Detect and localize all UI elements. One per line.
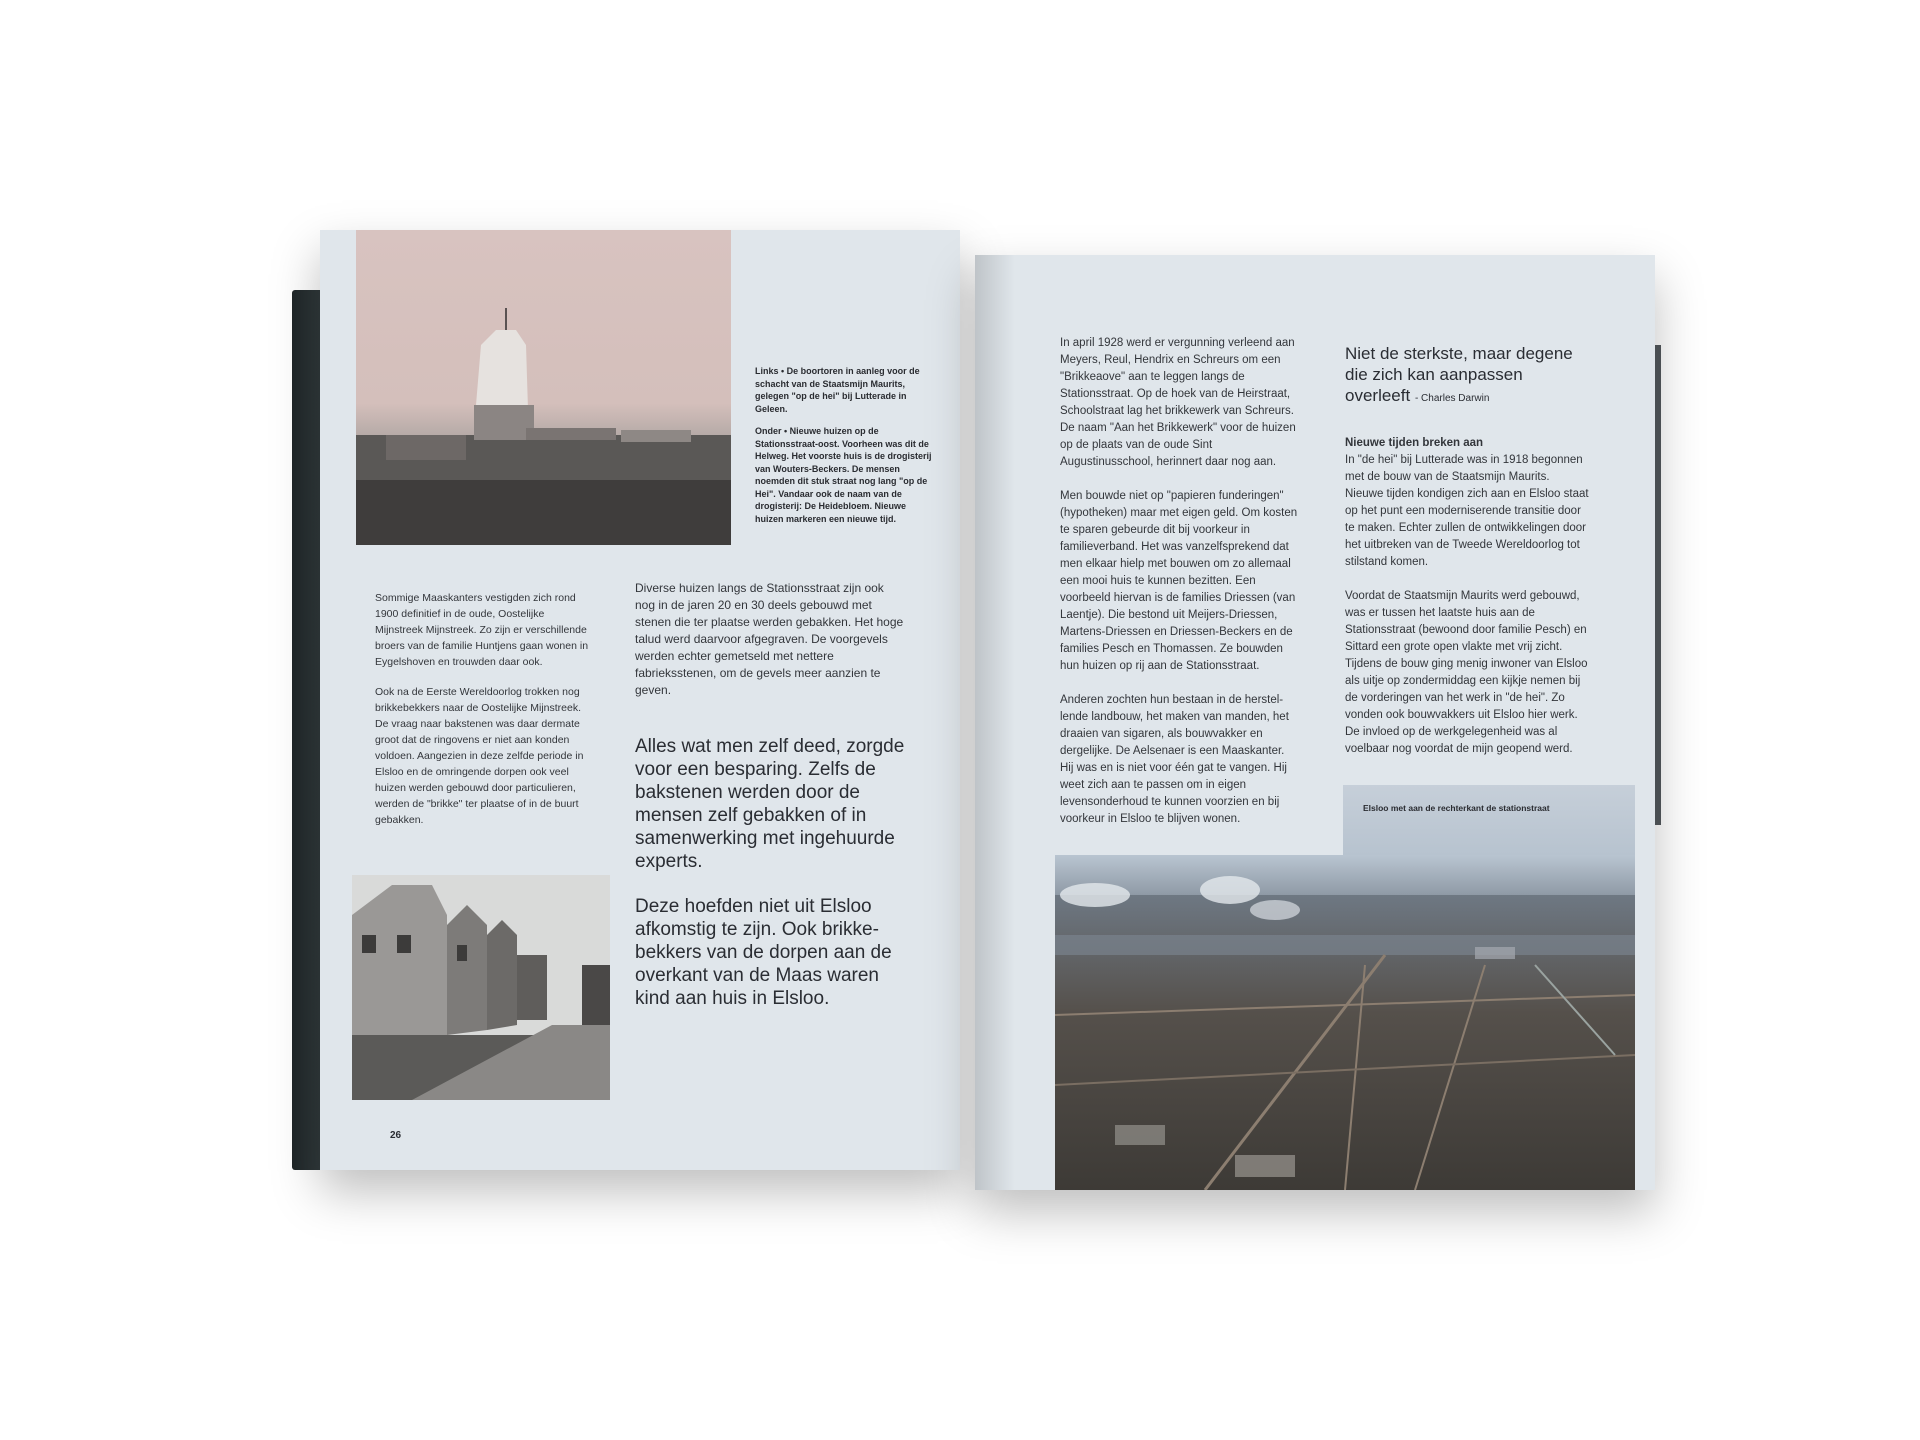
right-col1-p2: Men bouwde niet op "papieren funderingen" (hypotheken) maar met eigen geld. Om kosten te sparen gebeurde dit bij voorkeur in familieverband. Het was vanzelfsprekend dat men elkaar hielp met bouwen om zo allemaal een mooi huis te kunnen bezitten. Een voorbeeld hiervan is de families Driessen (van Laentje). Die bestond uit Meijers-Driessen, Martens-Driessen en Driessen-Beckers en de families Pesch en Thomassen. Ze bouwden hun huizen op rij aan de Stationsstraat. bbox=[1060, 490, 1298, 672]
right-col2-p2: Voordat de Staatsmijn Maurits werd gebouwd, was er tussen het laatste huis aan de Stationsstraat (bewoond door familie Pesch) en Sittard een grote open vlakte met vrij zicht. Tijdens de bouw ging menig inwoner van Elsloo als uitje op zondermiddag een kijkje nemen bij de vorderingen van het werk in "de hei". Zo vonden ook bouwvakkers uit Elsloo hier werk. De invloed op de werkgelegenheid was al voelbaar nog voordat de mijn geopend werd. bbox=[1345, 590, 1588, 755]
left-col-2 bbox=[635, 580, 905, 713]
right-page bbox=[975, 255, 1655, 1190]
left-big-p1: Alles wat men zelf deed, zorgde voor een besparing. Zelfs de bakstenen werden door de mensen zelf gebakken of in samenwerking met ingehuurde experts. bbox=[635, 736, 905, 872]
right-col1-p1: In april 1928 werd er vergunning verleend aan Meyers, Reul, Hendrix en Schreurs om een "Brikkeaove" aan te leggen langs de Stationsstraat. Op de hoek van de Heirstraat, Schoolstraat lag het brikkewerk van Schreurs. De naam "Aan het Brikkewerk" voor de huizen op de plaats van de oude Sint Augustinusschool, herinnert daar nog aan. bbox=[1060, 337, 1296, 468]
left-page bbox=[320, 230, 960, 1170]
quote-author: - Charles Darwin bbox=[1414, 393, 1490, 404]
caption-onder: Onder • Nieuwe huizen op de Stationsstraat-oost. Voorheen was dit de Helweg. Het voorste huis is de drogisterij van Wouters-Beckers. De mensen noemden dit stuk straat nog lang "op de Hei". Vandaar ook de naam van de drogisterij: De Heidebloem. Nieuwe huizen markeren een nieuwe tijd. bbox=[755, 426, 932, 524]
right-col-2 bbox=[1345, 435, 1590, 772]
photo-boortoren bbox=[356, 230, 731, 545]
caption-links: Links • De boortoren in aanleg voor de schacht van de Staatsmijn Maurits, gelegen "op de hei" bij Lutterade in Geleen. bbox=[755, 366, 920, 414]
photo-aerial-sky bbox=[1343, 785, 1635, 855]
photo-caption-right: Elsloo met aan de rechterkant de stationstraat bbox=[1363, 803, 1550, 813]
gutter-shadow bbox=[975, 255, 1015, 1190]
right-col1-p3: Anderen zochten hun bestaan in de herstel-lende landbouw, het maken van manden, het draaien van sigaren, als bouwvakker en dergelijke. De Aelsenaer is een Maaskanter. Hij was en is niet voor één gat te vangen. Hij weet zich aan te passen om in eigen levensonderhoud te kunnen voorzien en bij voorkeur in Elsloo te blijven wonen. bbox=[1060, 694, 1289, 825]
left-big-p2: Deze hoefden niet uit Elsloo afkomstig te zijn. Ook brikke-bekkers van de dorpen aan de overkant van de Maas waren kind aan huis in Elsloo. bbox=[635, 896, 892, 1009]
quote-text: Niet de sterkste, maar degene die zich kan aanpassen overleeft bbox=[1345, 344, 1573, 405]
left-col2-p1: Diverse huizen langs de Stationsstraat zijn ook nog in de jaren 20 en 30 deels gebouwd met stenen die ter plaatse werden gebakken. Het hoge talud werd daarvoor afgegraven. De voorgevels werden echter gemetseld met nettere fabrieksstenen, om de gevels meer aanzien te geven. bbox=[635, 581, 904, 697]
photo-boortoren-drawing bbox=[356, 230, 731, 545]
page-number: 26 bbox=[390, 1130, 402, 1141]
left-col1-p2: Ook na de Eerste Wereldoorlog trokken nog brikkebekkers naar de Oostelijke Mijnstreek. De vraag naar bakstenen was daar dermate groot dat de ringovens er niet aan konden voldoen. Aangezien in deze zelfde periode in Elsloo en de omringende dorpen ook veel huizen werden gebouwd door particulieren, werden de "brikke" ter plaatse of in de buurt gebakken. bbox=[375, 686, 584, 826]
book-edge-right bbox=[1655, 345, 1661, 825]
right-col2-heading: Nieuwe tijden breken aan bbox=[1345, 437, 1484, 449]
photo-aerial-drawing bbox=[1055, 855, 1635, 1190]
photo-caption-left bbox=[755, 365, 935, 539]
left-col1-p1: Sommige Maaskanters vestigden zich rond 1900 definitief in de oude, Oostelijke Mijnstreek Mijnstreek. Zo zijn er verschillende broers van de familie Huntjens gaan wonen in Eygelshoven en trouwden daar ook. bbox=[375, 592, 589, 668]
photo-aerial bbox=[1055, 855, 1635, 1190]
right-col2-p1: In "de hei" bij Lutterade was in 1918 begonnen met de bouw van de Staatsmijn Maurits. Nieuwe tijden kondigen zich aan en Elsloo staat op het punt een moderniserende transitie door te maken. Echter zullen de ontwikkelingen door het uitbreken van de Tweede Wereldoorlog tot stilstand komen. bbox=[1345, 454, 1589, 568]
photo-houses-drawing bbox=[352, 875, 610, 1100]
right-col-1 bbox=[1060, 335, 1300, 842]
left-col-1 bbox=[375, 590, 595, 842]
darwin-quote bbox=[1345, 343, 1585, 409]
photo-houses bbox=[352, 875, 610, 1100]
left-big-text bbox=[635, 735, 905, 1024]
